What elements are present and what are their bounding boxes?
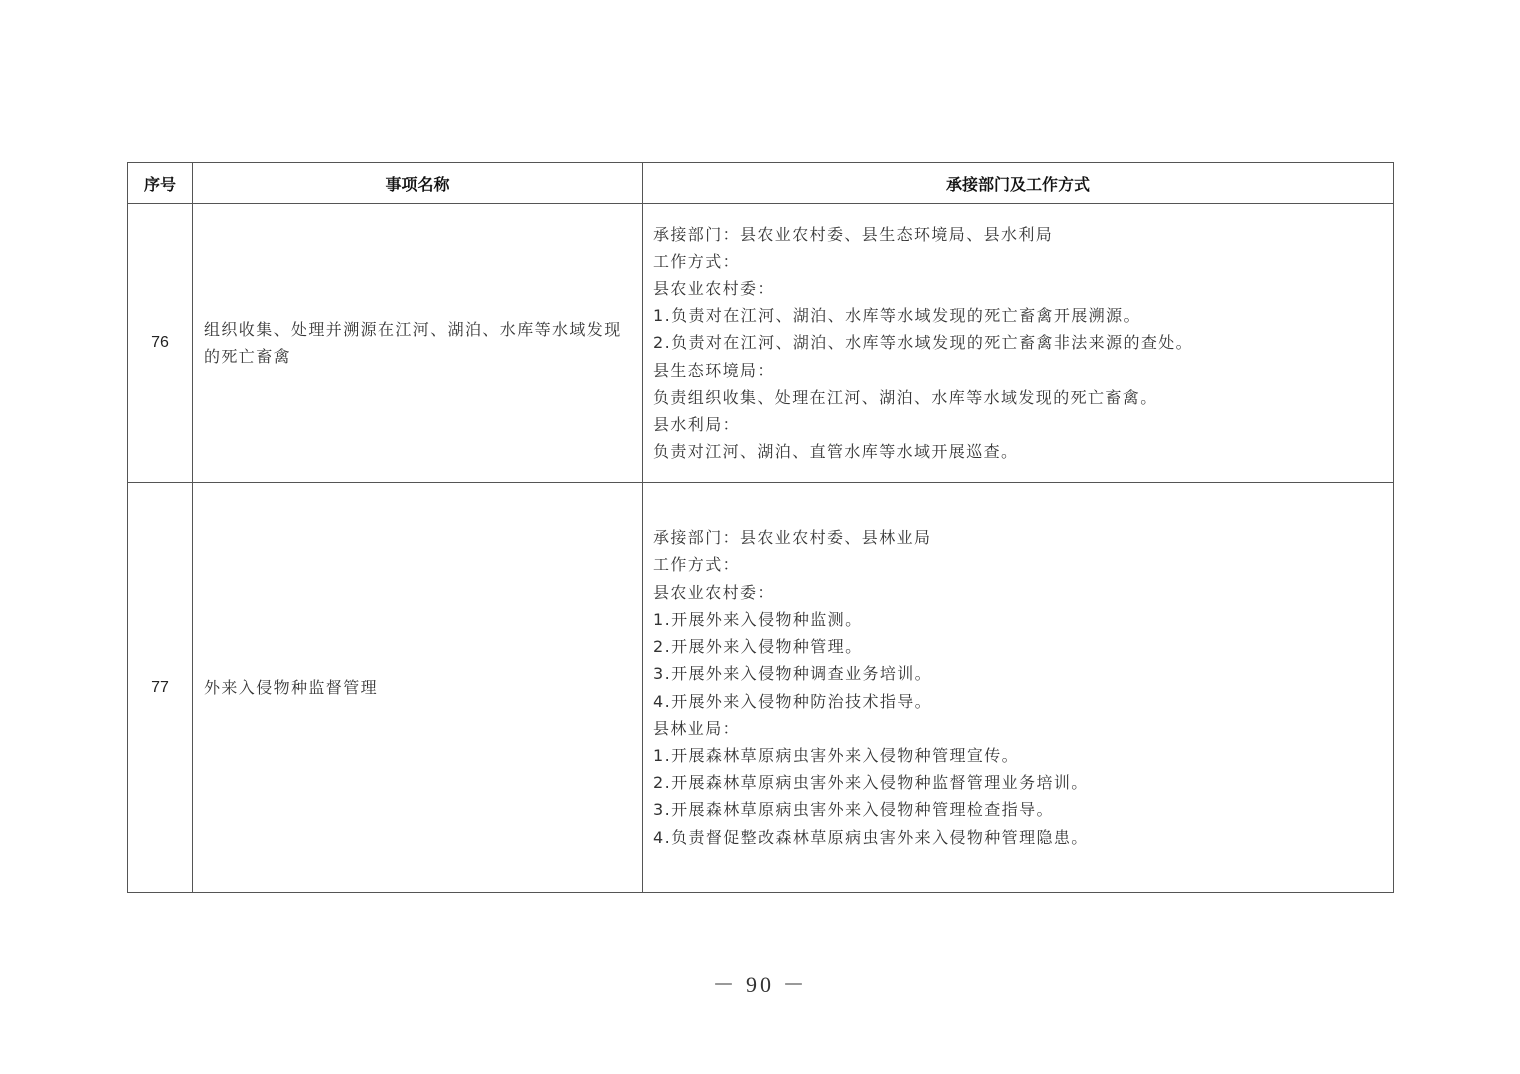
dept-line: 4.负责督促整改森林草原病虫害外来入侵物种管理隐患。	[653, 827, 1089, 847]
dept-line: 2.负责对在江河、湖泊、水库等水域发现的死亡畜禽非法来源的查处。	[653, 333, 1194, 353]
dept-line: 1.负责对在江河、湖泊、水库等水域发现的死亡畜禽开展溯源。	[653, 306, 1141, 326]
table-row	[128, 204, 1394, 483]
header-serial-number: 序号	[128, 163, 193, 204]
row-department-cell	[643, 483, 1394, 893]
dept-line: 1.开展森林草原病虫害外来入侵物种管理宣传。	[653, 745, 1020, 765]
dept-line: 1.开展外来入侵物种监测。	[653, 609, 863, 629]
dept-line: 2.开展外来入侵物种管理。	[653, 637, 863, 657]
table-row	[128, 483, 1394, 893]
row-serial-number: 77	[128, 483, 193, 893]
dept-line: 县农业农村委：	[653, 582, 775, 602]
page-number: － 90 －	[712, 972, 808, 997]
dept-line: 县林业局：	[653, 718, 741, 738]
dept-line: 4.开展外来入侵物种防治技术指导。	[653, 691, 933, 711]
row-matter-name: 组织收集、处理并溯源在江河、湖泊、水库等水域发现的死亡畜禽	[193, 204, 643, 483]
dept-line: 承接部门：县农业农村委、县林业局	[653, 528, 932, 548]
dept-line: 3.开展外来入侵物种调查业务培训。	[653, 664, 933, 684]
dept-line: 县水利局：	[653, 415, 741, 434]
dept-line: 负责对江河、湖泊、直管水库等水域开展巡查。	[653, 442, 1019, 462]
dept-line: 工作方式：	[653, 555, 741, 575]
dept-line: 县农业农村委：	[653, 278, 775, 298]
row-matter-name: 外来入侵物种监督管理	[193, 483, 643, 893]
matters-table	[127, 162, 1394, 893]
dept-line: 承接部门：县农业农村委、县生态环境局、县水利局	[653, 224, 1054, 244]
dept-line: 工作方式：	[653, 251, 741, 271]
header-matter-name: 事项名称	[193, 163, 643, 204]
dept-line: 3.开展森林草原病虫害外来入侵物种管理检查指导。	[653, 800, 1054, 820]
dept-line: 负责组织收集、处理在江河、湖泊、水库等水域发现的死亡畜禽。	[653, 387, 1158, 407]
table-header-row	[128, 163, 1394, 204]
row-serial-number: 76	[128, 204, 193, 483]
row-department-cell	[643, 204, 1394, 483]
dept-line: 2.开展森林草原病虫害外来入侵物种监督管理业务培训。	[653, 773, 1089, 793]
dept-line: 县生态环境局：	[653, 360, 775, 380]
header-department-and-method: 承接部门及工作方式	[643, 163, 1394, 204]
